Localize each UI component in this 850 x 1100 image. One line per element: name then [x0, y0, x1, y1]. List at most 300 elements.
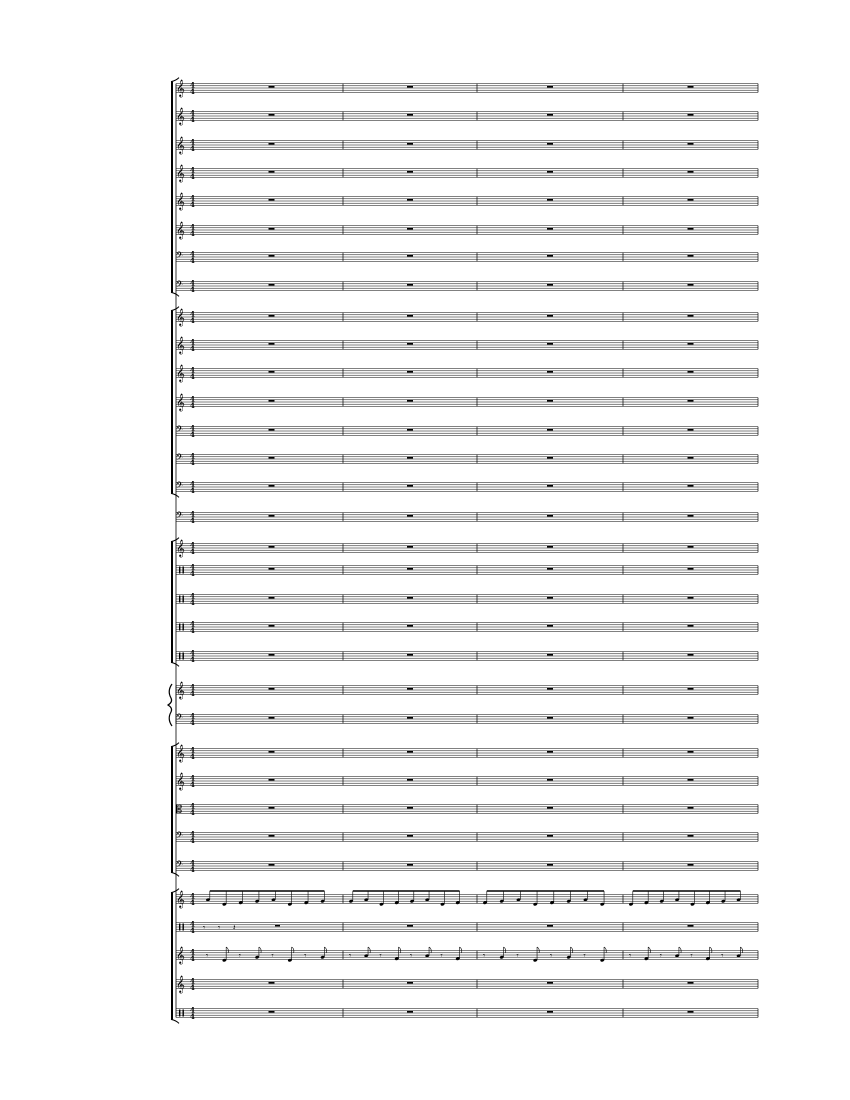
staff	[176, 649, 758, 665]
whole-rest	[688, 807, 694, 809]
time-signature-top: 4	[190, 337, 195, 347]
whole-rest	[688, 400, 694, 402]
strings-bracket-bottom	[171, 872, 179, 876]
whole-rest	[547, 485, 553, 487]
time-signature-bottom: 4	[190, 401, 195, 410]
staff	[176, 620, 758, 636]
whole-rest	[269, 568, 275, 570]
whole-rest	[407, 400, 413, 402]
treble-clef: 𝄞	[176, 890, 185, 908]
time-signature-top: 4	[190, 165, 195, 175]
whole-rest	[269, 171, 275, 173]
treble-clef: 𝄞	[176, 681, 185, 699]
eighth-rest: 𝄾	[483, 951, 486, 960]
time-signature-bottom: 4	[190, 486, 195, 495]
staff	[176, 890, 758, 908]
time-signature-bottom: 4	[190, 752, 195, 761]
whole-rest	[407, 779, 413, 781]
time-signature-bottom: 4	[190, 229, 195, 238]
whole-rest	[688, 654, 694, 656]
time-signature-bottom: 4	[190, 836, 195, 845]
whole-rest	[547, 114, 553, 116]
whole-rest	[547, 654, 553, 656]
whole-rest	[688, 485, 694, 487]
time-signature-top: 4	[190, 711, 195, 721]
staff	[176, 107, 758, 125]
whole-rest	[269, 429, 275, 431]
bass-clef: 𝄢	[176, 859, 184, 872]
whole-rest	[688, 315, 694, 317]
bass-clef: 𝄢	[176, 712, 184, 725]
time-signature-top: 4	[190, 682, 195, 692]
time-signature-bottom: 4	[190, 808, 195, 817]
treble-clef: 𝄞	[176, 744, 185, 762]
eighth-rest: 𝄾	[550, 951, 553, 960]
whole-rest	[547, 429, 553, 431]
staff	[176, 681, 758, 699]
staff	[176, 221, 758, 239]
staff	[176, 393, 758, 411]
eighth-rest: 𝄾	[349, 951, 352, 960]
eighth-rest: 𝄾	[583, 951, 586, 960]
whole-rest	[407, 171, 413, 173]
whole-rest	[407, 864, 413, 866]
extra-bracket-bottom	[171, 1019, 179, 1023]
whole-rest	[547, 400, 553, 402]
staff	[176, 859, 758, 875]
whole-rest	[688, 457, 694, 459]
whole-rest	[688, 228, 694, 230]
whole-rest	[407, 515, 413, 517]
woodwind-bracket-bottom	[171, 292, 179, 296]
whole-rest	[547, 779, 553, 781]
whole-rest	[407, 654, 413, 656]
whole-rest	[688, 371, 694, 373]
time-signature-top: 4	[190, 1005, 195, 1015]
rest: 𝄾	[203, 923, 206, 932]
percussion-clef	[183, 596, 184, 603]
time-signature-top: 4	[190, 858, 195, 868]
whole-rest	[407, 485, 413, 487]
note-flag	[679, 947, 681, 953]
time-signature-bottom: 4	[190, 547, 195, 556]
time-signature-top: 4	[190, 193, 195, 203]
staff	[176, 192, 758, 210]
whole-rest	[547, 751, 553, 753]
whole-rest	[688, 284, 694, 286]
note-flag	[460, 947, 462, 953]
note-flag	[324, 947, 326, 953]
whole-rest	[407, 625, 413, 627]
time-signature-bottom: 4	[190, 689, 195, 698]
time-signature-top: 4	[190, 619, 195, 629]
staff	[176, 164, 758, 182]
staff	[176, 539, 758, 557]
whole-rest	[547, 1011, 553, 1013]
whole-rest	[688, 925, 694, 927]
whole-rest	[688, 86, 694, 88]
whole-rest	[269, 485, 275, 487]
whole-rest	[547, 199, 553, 201]
staff	[176, 712, 758, 728]
time-signature-top: 4	[190, 891, 195, 901]
whole-rest	[547, 925, 553, 927]
eighth-rest: 𝄾	[410, 951, 413, 960]
whole-rest	[269, 717, 275, 719]
time-signature-bottom: 4	[190, 200, 195, 209]
whole-rest	[407, 807, 413, 809]
bass-clef: 𝄢	[176, 424, 184, 437]
staff	[176, 920, 758, 936]
percussion-clef	[179, 596, 180, 603]
half-rest	[275, 925, 280, 927]
time-signature-top: 4	[190, 451, 195, 461]
time-signature-bottom: 4	[190, 954, 195, 963]
whole-rest	[269, 597, 275, 599]
whole-rest	[269, 284, 275, 286]
whole-rest	[407, 597, 413, 599]
time-signature-top: 4	[190, 394, 195, 404]
time-signature-bottom: 4	[190, 983, 195, 992]
bass-clef: 𝄢	[176, 279, 184, 292]
treble-clef: 𝄞	[176, 336, 185, 354]
time-signature-bottom: 4	[190, 144, 195, 153]
time-signature-bottom: 4	[190, 285, 195, 294]
whole-rest	[407, 546, 413, 548]
whole-rest	[269, 143, 275, 145]
percussion-clef	[183, 653, 184, 660]
whole-rest	[688, 864, 694, 866]
whole-rest	[407, 228, 413, 230]
whole-rest	[547, 688, 553, 690]
time-signature-top: 4	[190, 829, 195, 839]
eighth-rest: 𝄾	[440, 951, 443, 960]
whole-rest	[269, 1011, 275, 1013]
whole-rest	[269, 400, 275, 402]
treble-clef: 𝄞	[176, 772, 185, 790]
note-flag	[368, 947, 370, 953]
time-signature-top: 4	[190, 801, 195, 811]
whole-rest	[269, 114, 275, 116]
whole-rest	[269, 199, 275, 201]
staff	[176, 480, 758, 496]
bass-clef: 𝄢	[176, 510, 184, 523]
time-signature-top: 4	[190, 137, 195, 147]
staff	[176, 802, 758, 818]
alto-clef: 𝄡	[176, 803, 183, 816]
whole-rest	[688, 171, 694, 173]
harp-brace	[168, 684, 172, 726]
whole-rest	[407, 835, 413, 837]
whole-rest	[547, 228, 553, 230]
eighth-rest: 𝄾	[379, 951, 382, 960]
percussion-clef	[179, 567, 180, 574]
whole-rest	[547, 568, 553, 570]
time-signature-top: 4	[190, 309, 195, 319]
whole-rest	[547, 864, 553, 866]
whole-rest	[269, 807, 275, 809]
note-flag	[504, 947, 506, 953]
eighth-rest: 𝄾	[271, 951, 274, 960]
whole-rest	[688, 429, 694, 431]
note-flag	[399, 947, 401, 953]
whole-rest	[269, 371, 275, 373]
rest: 𝄽	[233, 923, 236, 932]
treble-clef: 𝄞	[176, 221, 185, 239]
rest: 𝄾	[218, 923, 221, 932]
whole-rest	[547, 284, 553, 286]
note-flag	[648, 947, 650, 953]
time-signature-bottom: 4	[190, 87, 195, 96]
time-signature-top: 4	[190, 365, 195, 375]
eighth-rest: 𝄾	[304, 951, 307, 960]
whole-rest	[407, 371, 413, 373]
whole-rest	[269, 86, 275, 88]
treble-clef: 𝄞	[176, 539, 185, 557]
time-signature-top: 4	[190, 591, 195, 601]
bass-clef: 𝄢	[176, 830, 184, 843]
whole-rest	[269, 654, 275, 656]
whole-rest	[407, 284, 413, 286]
whole-rest	[407, 717, 413, 719]
whole-rest	[547, 457, 553, 459]
time-signature-bottom: 4	[190, 1012, 195, 1021]
whole-rest	[688, 717, 694, 719]
whole-rest	[547, 597, 553, 599]
whole-rest	[407, 343, 413, 345]
whole-rest	[547, 143, 553, 145]
whole-rest	[269, 982, 275, 984]
time-signature-bottom: 4	[190, 898, 195, 907]
whole-rest	[407, 568, 413, 570]
time-signature-top: 4	[190, 947, 195, 957]
whole-rest	[547, 546, 553, 548]
time-signature-top: 4	[190, 773, 195, 783]
whole-rest	[688, 143, 694, 145]
percussion-clef	[179, 624, 180, 631]
whole-rest	[688, 568, 694, 570]
staff	[176, 279, 758, 295]
staff	[176, 1006, 758, 1022]
bass-clef: 𝄢	[176, 250, 184, 263]
whole-rest	[547, 371, 553, 373]
whole-rest	[688, 343, 694, 345]
time-signature-top: 4	[190, 222, 195, 232]
time-signature-top: 4	[190, 509, 195, 519]
whole-rest	[547, 86, 553, 88]
whole-rest	[269, 546, 275, 548]
treble-clef: 𝄞	[176, 107, 185, 125]
whole-rest	[547, 807, 553, 809]
whole-rest	[688, 688, 694, 690]
eighth-rest: 𝄾	[629, 951, 632, 960]
percussion-clef	[179, 1010, 180, 1017]
whole-rest	[688, 625, 694, 627]
treble-clef: 𝄞	[176, 136, 185, 154]
bass-clef: 𝄢	[176, 452, 184, 465]
whole-rest	[269, 515, 275, 517]
treble-clef: 𝄞	[176, 946, 185, 964]
note-flag	[259, 947, 261, 953]
staff	[176, 308, 758, 326]
time-signature-bottom: 4	[190, 655, 195, 664]
whole-rest	[407, 86, 413, 88]
whole-rest	[269, 315, 275, 317]
whole-rest	[407, 751, 413, 753]
whole-rest	[407, 925, 413, 927]
time-signature-top: 4	[190, 540, 195, 550]
staff	[176, 510, 758, 526]
time-signature-bottom: 4	[190, 598, 195, 607]
staff	[176, 975, 758, 993]
eighth-rest: 𝄾	[659, 951, 662, 960]
time-signature-top: 4	[190, 249, 195, 259]
whole-rest	[547, 315, 553, 317]
whole-rest	[269, 625, 275, 627]
whole-rest	[407, 457, 413, 459]
percussion-bracket-bottom	[171, 662, 179, 666]
whole-rest	[269, 864, 275, 866]
time-signature-bottom: 4	[190, 926, 195, 935]
time-signature-bottom: 4	[190, 344, 195, 353]
note-flag	[740, 947, 742, 953]
whole-rest	[688, 114, 694, 116]
whole-rest	[407, 255, 413, 257]
whole-rest	[407, 199, 413, 201]
percussion-clef	[183, 924, 184, 931]
time-signature-top: 4	[190, 278, 195, 288]
time-signature-bottom: 4	[190, 316, 195, 325]
time-signature-bottom: 4	[190, 256, 195, 265]
staff	[176, 452, 758, 468]
time-signature-top: 4	[190, 479, 195, 489]
whole-rest	[269, 688, 275, 690]
note-flag	[429, 947, 431, 953]
eighth-rest: 𝄾	[690, 951, 693, 960]
staff	[176, 772, 758, 790]
whole-rest	[407, 315, 413, 317]
time-signature-top: 4	[190, 562, 195, 572]
time-signature-top: 4	[190, 976, 195, 986]
treble-clef: 𝄞	[176, 192, 185, 210]
staff	[176, 336, 758, 354]
whole-rest	[688, 835, 694, 837]
whole-rest	[269, 457, 275, 459]
time-signature-top: 4	[190, 423, 195, 433]
time-signature-bottom: 4	[190, 569, 195, 578]
staff	[176, 250, 758, 266]
whole-rest	[547, 255, 553, 257]
time-signature-top: 4	[190, 919, 195, 929]
brass-bracket-bottom	[171, 493, 179, 497]
note-flag	[226, 947, 228, 953]
eighth-rest: 𝄾	[721, 951, 724, 960]
time-signature-bottom: 4	[190, 780, 195, 789]
staff	[176, 830, 758, 846]
whole-rest	[547, 835, 553, 837]
percussion-clef	[183, 567, 184, 574]
time-signature-top: 4	[190, 745, 195, 755]
whole-rest	[407, 114, 413, 116]
whole-rest	[547, 343, 553, 345]
staff	[176, 136, 758, 154]
staff	[176, 946, 758, 964]
whole-rest	[269, 835, 275, 837]
whole-rest	[547, 982, 553, 984]
treble-clef: 𝄞	[176, 975, 185, 993]
whole-rest	[269, 343, 275, 345]
percussion-clef	[183, 1010, 184, 1017]
whole-rest	[688, 199, 694, 201]
eighth-rest: 𝄾	[206, 951, 209, 960]
treble-clef: 𝄞	[176, 364, 185, 382]
time-signature-top: 4	[190, 80, 195, 90]
treble-clef: 𝄞	[176, 308, 185, 326]
note-flag	[537, 947, 539, 953]
whole-rest	[269, 779, 275, 781]
time-signature-bottom: 4	[190, 718, 195, 727]
whole-rest	[688, 1011, 694, 1013]
staff	[176, 563, 758, 579]
percussion-clef	[179, 924, 180, 931]
whole-rest	[407, 982, 413, 984]
note-flag	[571, 947, 573, 953]
time-signature-top: 4	[190, 648, 195, 658]
staff	[176, 424, 758, 440]
whole-rest	[269, 228, 275, 230]
bass-clef: 𝄢	[176, 480, 184, 493]
whole-rest	[269, 255, 275, 257]
note-flag	[604, 947, 606, 953]
treble-clef: 𝄞	[176, 164, 185, 182]
time-signature-bottom: 4	[190, 372, 195, 381]
treble-clef: 𝄞	[176, 393, 185, 411]
note-flag	[292, 947, 294, 953]
percussion-clef	[183, 624, 184, 631]
whole-rest	[688, 546, 694, 548]
whole-rest	[407, 1011, 413, 1013]
staff	[176, 592, 758, 608]
time-signature-bottom: 4	[190, 430, 195, 439]
whole-rest	[269, 751, 275, 753]
staff	[176, 744, 758, 762]
staff	[176, 364, 758, 382]
time-signature-bottom: 4	[190, 115, 195, 124]
time-signature-bottom: 4	[190, 865, 195, 874]
whole-rest	[547, 171, 553, 173]
time-signature-bottom: 4	[190, 516, 195, 525]
whole-rest	[688, 597, 694, 599]
eighth-rest: 𝄾	[516, 951, 519, 960]
whole-rest	[547, 515, 553, 517]
whole-rest	[688, 982, 694, 984]
whole-rest	[547, 717, 553, 719]
time-signature-top: 4	[190, 108, 195, 118]
time-signature-bottom: 4	[190, 172, 195, 181]
whole-rest	[688, 779, 694, 781]
time-signature-bottom: 4	[190, 626, 195, 635]
note-flag	[710, 947, 712, 953]
whole-rest	[407, 688, 413, 690]
whole-rest	[547, 625, 553, 627]
eighth-rest: 𝄾	[238, 951, 241, 960]
whole-rest	[688, 515, 694, 517]
whole-rest	[688, 751, 694, 753]
time-signature-bottom: 4	[190, 458, 195, 467]
whole-rest	[407, 143, 413, 145]
percussion-clef	[179, 653, 180, 660]
treble-clef: 𝄞	[176, 79, 185, 97]
